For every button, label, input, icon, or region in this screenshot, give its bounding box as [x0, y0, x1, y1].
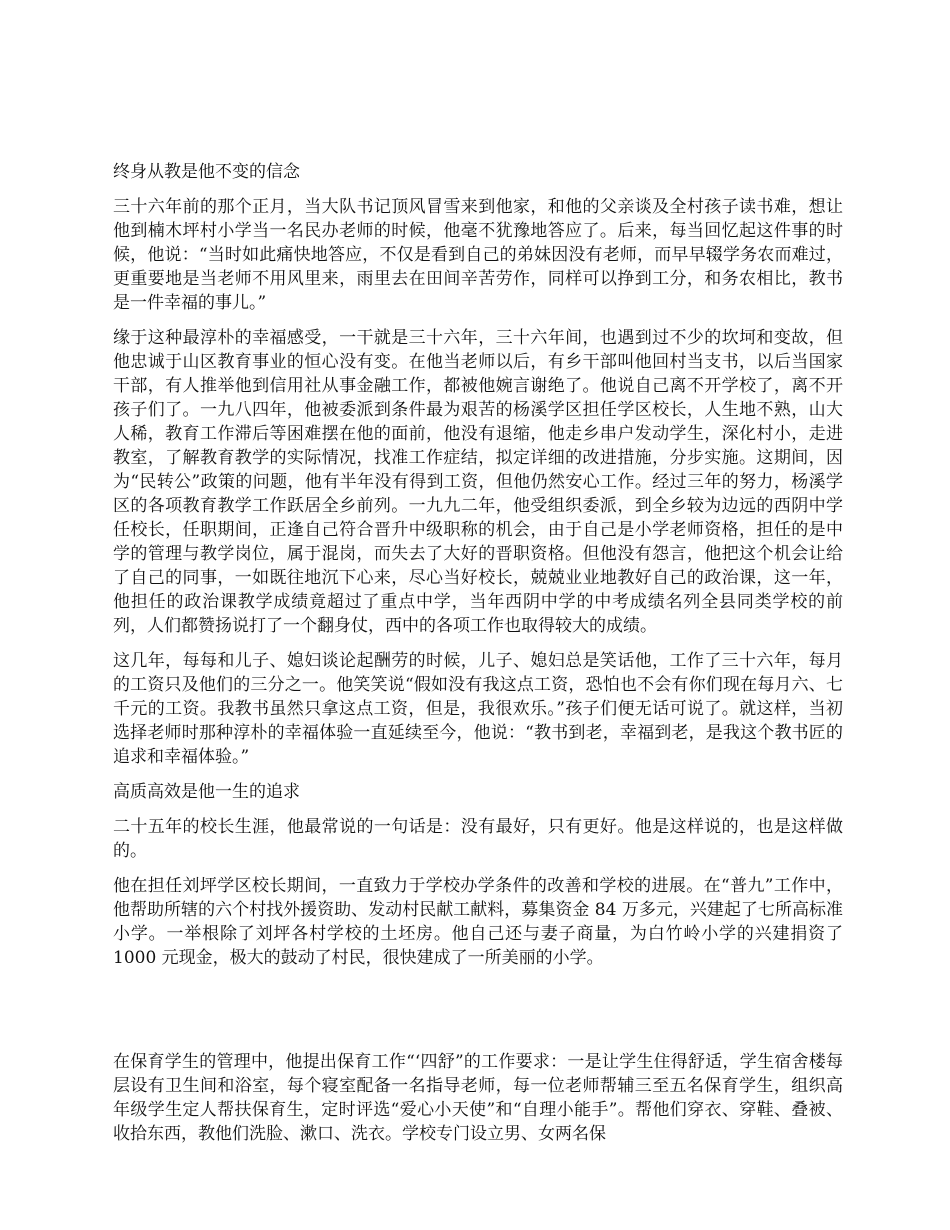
paragraph: 这几年，每每和儿子、媳妇谈论起酬劳的时候，儿子、媳妇总是笑话他，工作了三十六年，每月的工资只及他们的三分之一。他笑笑说“假如没有我这点工资，恐怕也不会有你们现在每月六、七千元的工资。我教书虽然只拿这点工资，但是，我很欢乐。”孩子们便无话可说了。就这样，当初选择老师时那种淳朴的幸福体验一直延续至今，他说：“教书到老，幸福到老，是我这个教书匠的追求和幸福体验。” — [113, 651, 843, 767]
paragraph: 缘于这种最淳朴的幸福感受，一干就是三十六年，三十六年间，也遇到过不少的坎坷和变故，但他忠诚于山区教育事业的恒心没有变。在他当老师以后，有乡干部叫他回村当支书，以后当国家干部，有人推举他到信用社从事金融工作，都被他婉言谢绝了。他说自己离不开学校了，离不开孩子们了。一九八四年，他被委派到条件最为艰苦的杨溪学区担任学区校长，人生地不熟，山大人稀，教育工作滞后等困难摆在他的面前，他没有退缩，他走乡串户发动学生，深化村小，走进教室，了解教育教学的实际情况，找准工作症结，拟定详细的改进措施，分步实施。这期间，因为“民转公”政策的问题，他有半年没有得到工资，但他仍然安心工作。经过三年的努力，杨溪学区的各项教育教学工作跃居全乡前列。一九九二年，他受组织委派，到全乡较为边远的西阴中学任校长，任职期间，正逢自己符合晋升中级职称的机会，由于自己是小学老师资格，担任的是中学的管理与教学岗位，属于混岗，而失去了大好的晋职资格。但他没有怨言，他把这个机会让给了自己的同事，一如既往地沉下心来，尽心当好校长，兢兢业业地教好自己的政治课，这一年，他担任的政治课教学成绩竟超过了重点中学，当年西阴中学的中考成绩名列全县同类学校的前列，人们都赞扬说打了一个翻身仗，西中的各项工作也取得较大的成绩。 — [113, 328, 843, 636]
paragraph: 二十五年的校长生涯，他最常说的一句话是：没有最好，只有更好。他是这样说的，也是这样做的。 — [113, 817, 843, 861]
paragraph: 三十六年前的那个正月，当大队书记顶风冒雪来到他家，和他的父亲谈及全村孩子读书难，想让他到楠木坪村小学当一名民办老师的时候，他毫不犹豫地答应了。后来，每当回忆起这件事的时候，他说：“当时如此痛快地答应，不仅是看到自己的弟妹因没有老师，而早早辍学务农而难过，更重要地是当老师不用风里来，雨里去在田间辛苦劳作，同样可以挣到工分，和务农相比，教书是一件幸福的事儿。” — [113, 197, 843, 313]
section-heading: 终身从教是他不变的信念 — [113, 162, 300, 182]
paragraph: 在保育学生的管理中，他提出保育工作“‘四舒”的工作要求：一是让学生住得舒适，学生宿舍楼每层设有卫生间和浴室，每个寝室配备一名指导老师，每一位老师帮辅三至五名保育学生，组织高年级学生定人帮扶保育生，定时评选“爱心小天使”和“自理小能手”。帮他们穿衣、穿鞋、叠被、收拾东西，教他们洗脸、漱口、洗衣。学校专门设立男、女两名保 — [113, 1052, 843, 1144]
paragraph: 他在担任刘坪学区校长期间，一直致力于学校办学条件的改善和学校的进展。在“普九”工作中，他帮助所辖的六个村找外援资助、发动村民献工献料，募集资金 84 万多元，兴建起了七所高标准小学。一举根除了刘坪各村学校的土坯房。他自己还与妻子商量，为白竹岭小学的兴建捐资了 1000 元现金，极大的鼓动了村民，很快建成了一所美丽的小学。 — [113, 876, 843, 968]
blank-space — [113, 981, 843, 1050]
document-body — [113, 160, 843, 1157]
section-heading: 高质高效是他一生的追求 — [113, 782, 300, 802]
